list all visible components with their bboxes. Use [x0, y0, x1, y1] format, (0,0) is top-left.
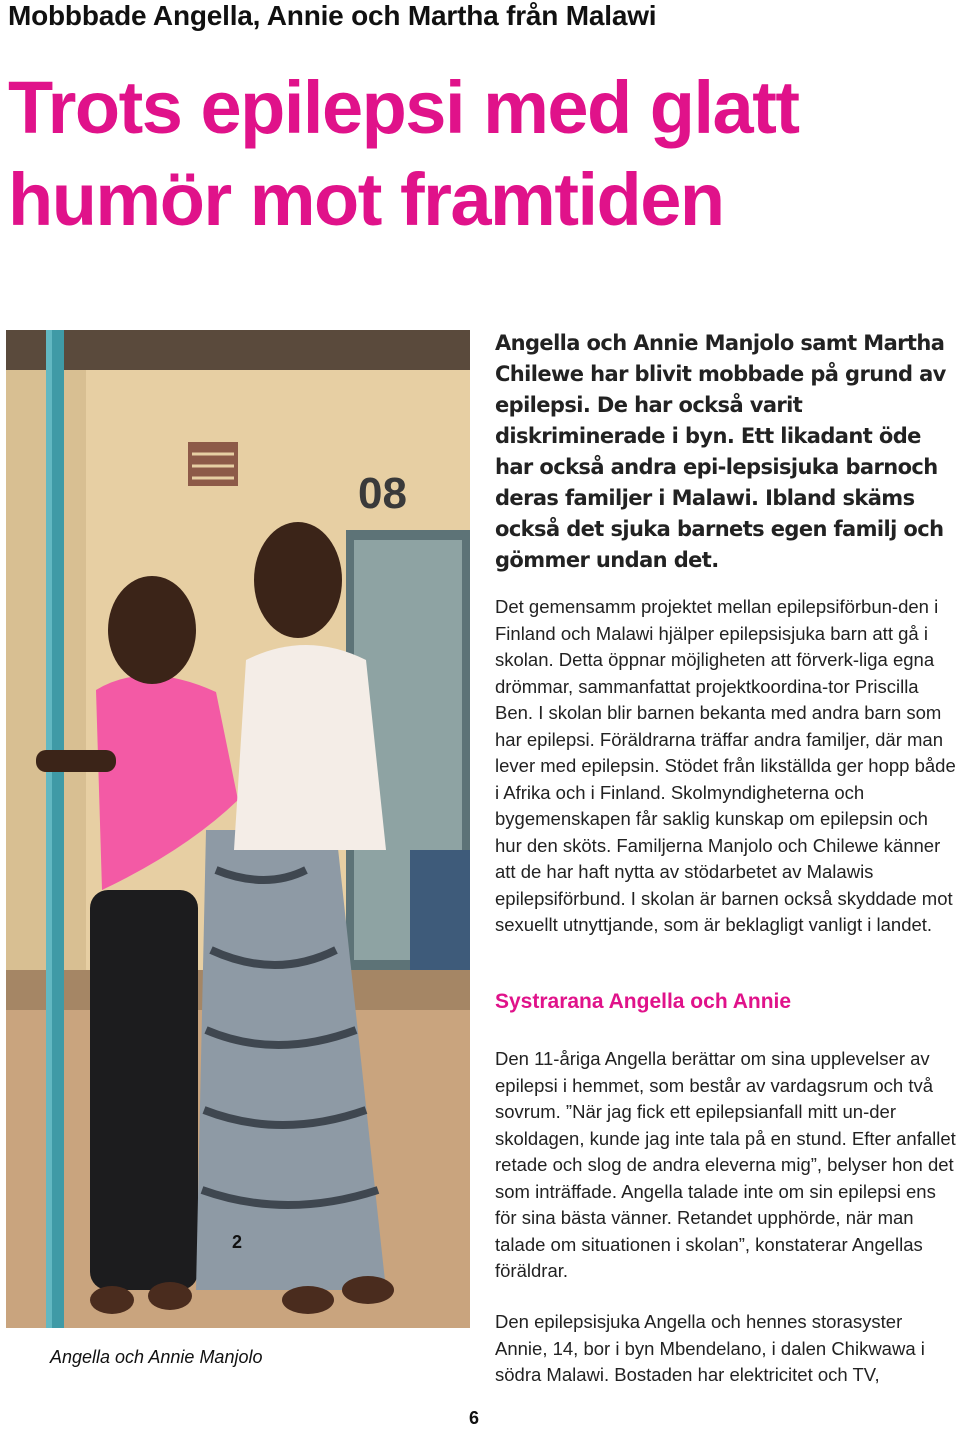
- photo-illustration: [6, 330, 470, 1328]
- article-kicker: Mobbbade Angella, Annie och Martha från Malawi: [8, 0, 657, 31]
- lead-paragraph: Angella och Annie Manjolo samt Martha Chilewe har blivit mobbade på grund av epilepsi. De har också varit diskriminerade i byn. Ett likadant öde har också andra epi-lepsisjuka barnoch deras familjer i Malawi. Ibland skäms också det sjuka barnets egen familj och gömmer undan det.: [495, 331, 946, 572]
- body-paragraph-2: Den 11-åriga Angella berättar om sina upplevelser av epilepsi i hemmet, som består av vardagsrum och två sovrum. ”När jag fick ett epilepsianfall mitt un-der skoldagen, kunde jag inte tala på en stund. Efter anfallet retade och slog de andra eleverna mig”, belyser hon det som inträffade. Angella talade inte om sin epilepsi ens för sina bästa vänner. Retandet upphörde, när man talade om situationen i skolan”, konstaterar Angellas föräldrar.: [495, 1048, 956, 1281]
- page-number: 6: [469, 1408, 480, 1428]
- section-subheading: Systrarana Angella och Annie: [495, 990, 792, 1013]
- door-number-text: 08: [358, 469, 407, 518]
- figure-number: 2: [232, 1232, 243, 1252]
- article-photo: [6, 330, 470, 1328]
- article-headline: Trots epilepsi med glatt humör mot framtiden: [8, 66, 799, 241]
- photo-caption: Angella och Annie Manjolo: [50, 1347, 263, 1367]
- body-paragraph-1: Det gemensamm projektet mellan epilepsiförbun-den i Finland och Malawi hjälper epilepsisjuka barn att gå i skolan. Detta öppnar möjligheten att förverk-liga egna drömmar, sammanfattat projektkoordina-tor Priscilla Ben. I skolan blir barnen bekanta med andra barn som har epilepsi. Föräldrarna träffar andra familjer, där man lever med epilepsin. Stödet från likställda ger hopp både i Afrika och i Finland. Skolmyndigheterna och bygemenskapen får saklig kunskap om epilepsin och hur den sköts. Familjerna Manjolo och Chilewe känner att de har haft nytta av stödarbetet av Malawis epilepsiförbund. I skolan är barnen också skyddade mot sexuellt utnyttjande, som är beklagligt vanligt i landet.: [495, 596, 956, 935]
- body-paragraph-3: Den epilepsisjuka Angella och hennes storasyster Annie, 14, bor i byn Mbendelano, i dalen Chikwawa i södra Malawi. Bostaden har elektricitet och TV,: [495, 1311, 925, 1385]
